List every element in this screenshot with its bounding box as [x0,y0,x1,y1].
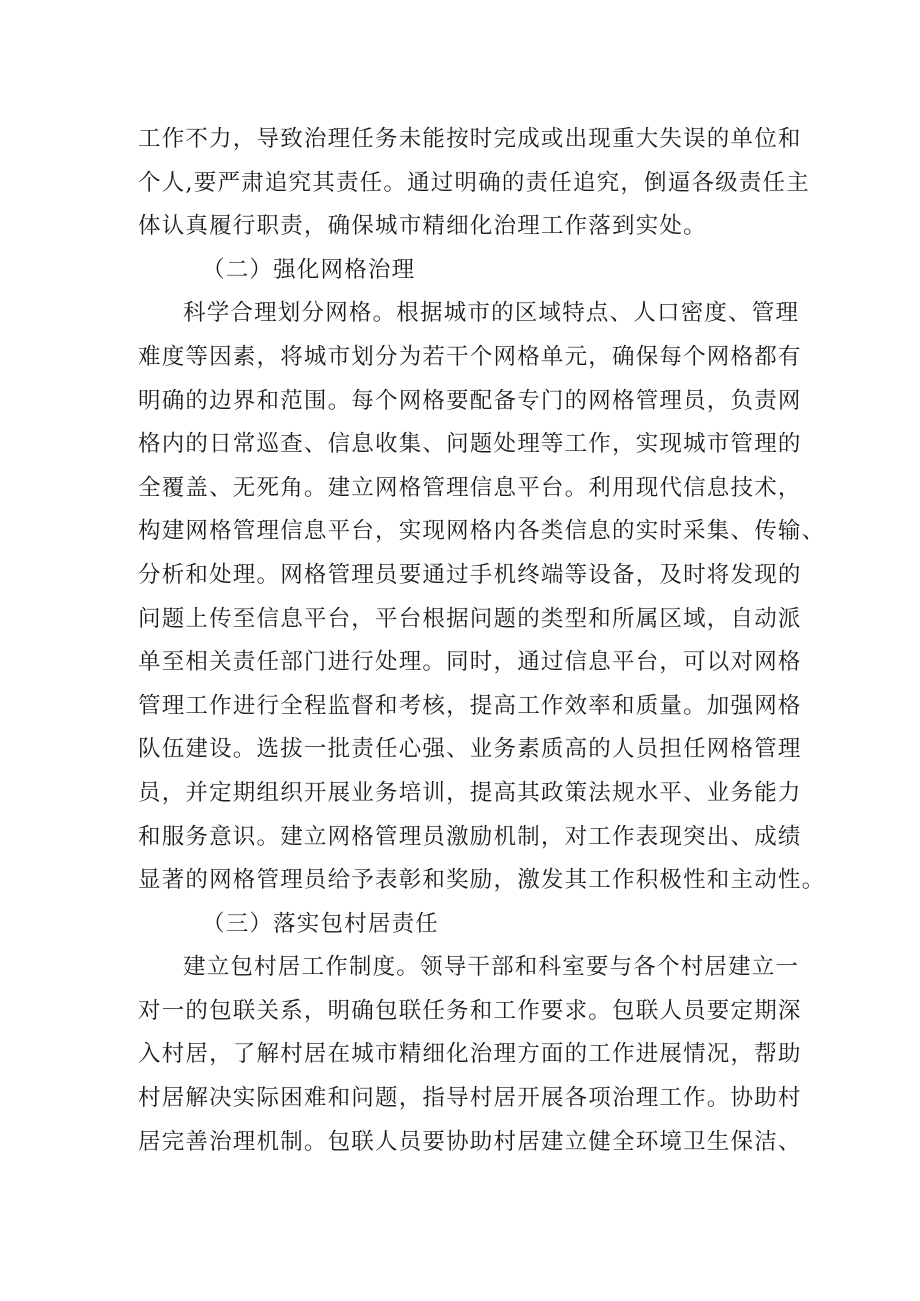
text-line: 入村居，了解村居在城市精细化治理方面的工作进展情况，帮助 [138,1041,802,1068]
text-line: 难度等因素，将城市划分为若干个网格单元，确保每个网格都有 [138,343,802,370]
section-heading-3: （三）落实包村居责任 [202,910,440,937]
text-line: 单至相关责任部门进行处理。同时，通过信息平台，可以对网格 [138,649,802,676]
text-line: 分析和处理。网格管理员要通过手机终端等设备，及时将发现的 [138,561,802,588]
text-line: 对一的包联关系，明确包联任务和工作要求。包联人员要定期深 [138,997,802,1024]
text-line: 村居解决实际困难和问题，指导村居开展各项治理工作。协助村 [138,1085,802,1112]
section-heading-2: （二）强化网格治理 [202,256,416,283]
text-line: 个人,要严肃追究其责任。通过明确的责任追究，倒逼各级责任主 [138,169,810,196]
text-line: 格内的日常巡查、信息收集、问题处理等工作，实现城市管理的 [138,431,802,458]
text-line: 和服务意识。建立网格管理员激励机制，对工作表现突出、成绩 [138,823,802,850]
text-line: 员，并定期组织开展业务培训，提高其政策法规水平、业务能力 [138,779,802,806]
text-line: 队伍建设。选拔一批责任心强、业务素质高的人员担任网格管理 [138,736,802,763]
text-line: 显著的网格管理员给予表彰和奖励，激发其工作积极性和主动性。 [138,867,826,894]
text-line: 明确的边界和范围。每个网格要配备专门的网格管理员，负责网 [138,387,802,414]
text-line: 管理工作进行全程监督和考核，提高工作效率和质量。加强网格 [138,692,802,719]
text-line: 构建网格管理信息平台，实现网格内各类信息的实时采集、传输、 [138,518,826,545]
text-line: 工作不力，导致治理任务未能按时完成或出现重大失误的单位和 [138,126,802,152]
text-line: 体认真履行职责，确保城市精细化治理工作落到实处。 [138,213,707,240]
text-line: 全覆盖、无死角。建立网格管理信息平台。利用现代信息技术， [138,474,802,501]
text-line: 居完善治理机制。包联人员要协助村居建立健全环境卫生保洁、 [138,1128,802,1155]
text-line: 建立包村居工作制度。领导干部和科室要与各个村居建立一 [183,954,800,981]
text-line: 科学合理划分网格。根据城市的区域特点、人口密度、管理 [183,300,800,327]
document-body [138,118,826,1164]
text-line: 问题上传至信息平台，平台根据问题的类型和所属区域，自动派 [138,605,802,632]
